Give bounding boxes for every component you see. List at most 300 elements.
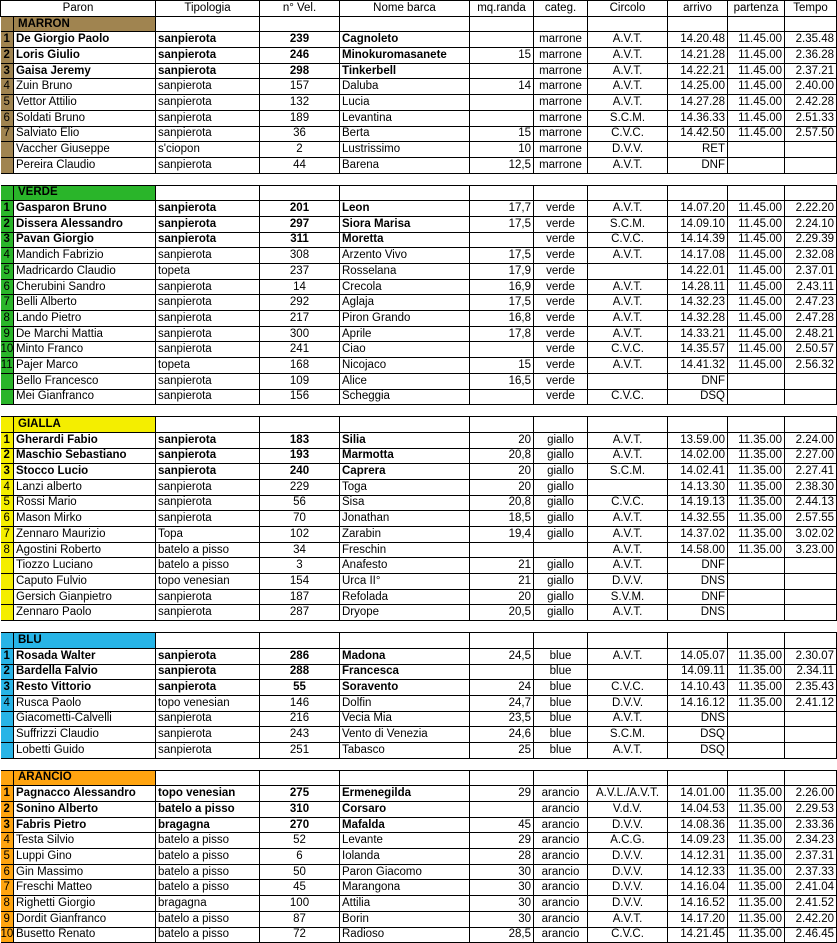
rank-cell: 1 — [1, 786, 14, 802]
paron-cell: Lanzi alberto — [14, 479, 156, 495]
arrivo-cell: 14.09.11 — [668, 664, 728, 680]
vel-cell: 146 — [260, 695, 340, 711]
barca-cell: Levantina — [340, 110, 470, 126]
group-spacer — [1, 758, 837, 770]
group-header-cell — [728, 16, 785, 32]
table-row — [1, 201, 837, 217]
categ-cell: blue — [534, 648, 588, 664]
table-row — [1, 479, 837, 495]
circolo-cell: D.V.V. — [588, 817, 668, 833]
partenza-cell: 11.45.00 — [728, 264, 785, 280]
barca-cell: Nicojaco — [340, 358, 470, 374]
tipologia-cell: sanpierota — [156, 110, 260, 126]
barca-cell: Leon — [340, 201, 470, 217]
categ-cell: verde — [534, 248, 588, 264]
barca-cell: Vento di Venezia — [340, 727, 470, 743]
arrivo-cell: 14.25.00 — [668, 79, 728, 95]
tempo-cell — [785, 727, 837, 743]
tempo-cell: 2.32.08 — [785, 248, 837, 264]
barca-cell: Zarabin — [340, 527, 470, 543]
barca-cell: Tabasco — [340, 742, 470, 758]
partenza-cell: 11.35.00 — [728, 680, 785, 696]
circolo-cell: S.C.M. — [588, 464, 668, 480]
circolo-cell: A.C.G. — [588, 833, 668, 849]
header-arrivo: arrivo — [668, 1, 728, 17]
tipologia-cell: Topa — [156, 527, 260, 543]
paron-cell: Rusca Paolo — [14, 695, 156, 711]
table-row — [1, 464, 837, 480]
categ-cell: verde — [534, 201, 588, 217]
partenza-cell — [728, 574, 785, 590]
tempo-cell: 2.57.50 — [785, 126, 837, 142]
tempo-cell: 2.24.00 — [785, 432, 837, 448]
categ-cell: verde — [534, 311, 588, 327]
partenza-cell: 11.35.00 — [728, 495, 785, 511]
table-row — [1, 648, 837, 664]
vel-cell: 311 — [260, 232, 340, 248]
table-row — [1, 373, 837, 389]
mq-cell: 29 — [470, 833, 534, 849]
tipologia-cell: sanpierota — [156, 711, 260, 727]
circolo-cell: A.V.T. — [588, 311, 668, 327]
paron-cell: Vaccher Giuseppe — [14, 142, 156, 158]
tempo-cell: 2.34.23 — [785, 833, 837, 849]
tempo-cell: 2.37.31 — [785, 849, 837, 865]
arrivo-cell: 14.12.33 — [668, 864, 728, 880]
table-row — [1, 495, 837, 511]
group-header-cell — [668, 633, 728, 649]
group-header-cell — [728, 185, 785, 201]
vel-cell: 56 — [260, 495, 340, 511]
table-row — [1, 558, 837, 574]
mq-cell: 20 — [470, 589, 534, 605]
vel-cell: 168 — [260, 358, 340, 374]
tempo-cell: 2.41.04 — [785, 880, 837, 896]
rank-cell: 10 — [1, 927, 14, 943]
tipologia-cell: bragagna — [156, 817, 260, 833]
tempo-cell: 2.35.43 — [785, 680, 837, 696]
barca-cell: Rosselana — [340, 264, 470, 280]
arrivo-cell: 14.21.28 — [668, 48, 728, 64]
mq-cell: 20,8 — [470, 448, 534, 464]
categ-cell: blue — [534, 711, 588, 727]
circolo-cell: A.V.T. — [588, 558, 668, 574]
group-header-cell — [785, 16, 837, 32]
barca-cell: Mafalda — [340, 817, 470, 833]
paron-cell: Caputo Fulvio — [14, 574, 156, 590]
header-cat: categ. — [534, 1, 588, 17]
tempo-cell: 2.40.00 — [785, 79, 837, 95]
categ-cell: giallo — [534, 511, 588, 527]
mq-cell: 18,5 — [470, 511, 534, 527]
paron-cell: Lando Pietro — [14, 311, 156, 327]
partenza-cell: 11.35.00 — [728, 849, 785, 865]
group-header-cell — [470, 16, 534, 32]
barca-cell: Tinkerbell — [340, 63, 470, 79]
tempo-cell: 2.26.00 — [785, 786, 837, 802]
tempo-cell: 2.37.33 — [785, 864, 837, 880]
group-header-cell — [534, 770, 588, 786]
rank-cell: 7 — [1, 880, 14, 896]
group-header-cell — [340, 185, 470, 201]
paron-cell: Tiozzo Luciano — [14, 558, 156, 574]
group-header-cell — [156, 417, 260, 433]
partenza-cell: 11.35.00 — [728, 786, 785, 802]
vel-cell: 109 — [260, 373, 340, 389]
paron-cell: Mei Gianfranco — [14, 389, 156, 405]
categ-cell: verde — [534, 358, 588, 374]
vel-cell: 229 — [260, 479, 340, 495]
paron-cell: Zuin Bruno — [14, 79, 156, 95]
partenza-cell: 11.35.00 — [728, 464, 785, 480]
vel-cell: 34 — [260, 542, 340, 558]
arrivo-cell: 14.58.00 — [668, 542, 728, 558]
table-row — [1, 589, 837, 605]
mq-cell: 24 — [470, 680, 534, 696]
vel-cell: 300 — [260, 326, 340, 342]
partenza-cell — [728, 558, 785, 574]
vel-cell: 241 — [260, 342, 340, 358]
rank-cell: 9 — [1, 911, 14, 927]
mq-cell: 16,5 — [470, 373, 534, 389]
tempo-cell: 2.42.20 — [785, 911, 837, 927]
rank-cell: 6 — [1, 279, 14, 295]
circolo-cell — [588, 664, 668, 680]
barca-cell: Lucia — [340, 95, 470, 111]
circolo-cell: C.V.C. — [588, 342, 668, 358]
tempo-cell: 2.43.11 — [785, 279, 837, 295]
barca-cell: Borin — [340, 911, 470, 927]
mq-cell: 30 — [470, 880, 534, 896]
table-row — [1, 527, 837, 543]
paron-cell: Dordit Gianfranco — [14, 911, 156, 927]
paron-cell: Loris Giulio — [14, 48, 156, 64]
group-color-stripe — [1, 770, 14, 786]
arrivo-cell: DNS — [668, 711, 728, 727]
categ-cell: giallo — [534, 432, 588, 448]
circolo-cell: A.V.T. — [588, 295, 668, 311]
vel-cell: 44 — [260, 157, 340, 173]
rank-cell — [1, 389, 14, 405]
categ-cell: marrone — [534, 32, 588, 48]
tempo-cell: 2.42.28 — [785, 95, 837, 111]
vel-cell: 36 — [260, 126, 340, 142]
arrivo-cell: 14.41.32 — [668, 358, 728, 374]
categ-cell: blue — [534, 695, 588, 711]
arrivo-cell: 14.09.10 — [668, 216, 728, 232]
table-row — [1, 79, 837, 95]
partenza-cell — [728, 389, 785, 405]
paron-cell: Belli Alberto — [14, 295, 156, 311]
barca-cell: Lustrissimo — [340, 142, 470, 158]
mq-cell: 19,4 — [470, 527, 534, 543]
paron-cell: Pagnacco Alessandro — [14, 786, 156, 802]
mq-cell: 17,5 — [470, 248, 534, 264]
circolo-cell: A.V.T. — [588, 157, 668, 173]
tempo-cell: 2.46.45 — [785, 927, 837, 943]
header-partenza: partenza — [728, 1, 785, 17]
paron-cell: Zennaro Maurizio — [14, 527, 156, 543]
partenza-cell: 11.45.00 — [728, 79, 785, 95]
rank-cell: 3 — [1, 63, 14, 79]
group-header — [1, 185, 837, 201]
tempo-cell — [785, 157, 837, 173]
tipologia-cell: batelo a pisso — [156, 849, 260, 865]
partenza-cell: 11.35.00 — [728, 817, 785, 833]
paron-cell: Testa Silvio — [14, 833, 156, 849]
paron-cell: Vettor Attilio — [14, 95, 156, 111]
mq-cell: 20 — [470, 432, 534, 448]
barca-cell: Minokuromasanete — [340, 48, 470, 64]
tipologia-cell: batelo a pisso — [156, 833, 260, 849]
mq-cell: 30 — [470, 864, 534, 880]
rank-cell: 8 — [1, 542, 14, 558]
vel-cell: 243 — [260, 727, 340, 743]
circolo-cell: A.V.T. — [588, 358, 668, 374]
paron-cell: Luppi Gino — [14, 849, 156, 865]
arrivo-cell: 14.08.36 — [668, 817, 728, 833]
tipologia-cell: sanpierota — [156, 680, 260, 696]
group-header-cell — [728, 770, 785, 786]
circolo-cell: A.V.T. — [588, 432, 668, 448]
categ-cell: marrone — [534, 126, 588, 142]
partenza-cell: 11.35.00 — [728, 542, 785, 558]
categ-cell: marrone — [534, 48, 588, 64]
categ-cell: marrone — [534, 79, 588, 95]
vel-cell: 102 — [260, 527, 340, 543]
circolo-cell: C.V.C. — [588, 927, 668, 943]
categ-cell: arancio — [534, 927, 588, 943]
rank-cell — [1, 157, 14, 173]
table-row — [1, 448, 837, 464]
partenza-cell: 11.45.00 — [728, 63, 785, 79]
mq-cell: 17,9 — [470, 264, 534, 280]
paron-cell: Busetto Renato — [14, 927, 156, 943]
group-header — [1, 633, 837, 649]
tempo-cell — [785, 558, 837, 574]
tempo-cell: 2.27.00 — [785, 448, 837, 464]
vel-cell: 193 — [260, 448, 340, 464]
mq-cell — [470, 389, 534, 405]
paron-cell: Mason Mirko — [14, 511, 156, 527]
tipologia-cell: topo venesian — [156, 786, 260, 802]
paron-cell: Sonino Alberto — [14, 802, 156, 818]
vel-cell: 298 — [260, 63, 340, 79]
arrivo-cell: 14.36.33 — [668, 110, 728, 126]
arrivo-cell: 14.12.31 — [668, 849, 728, 865]
circolo-cell: S.C.M. — [588, 216, 668, 232]
table-row — [1, 110, 837, 126]
circolo-cell: D.V.V. — [588, 849, 668, 865]
partenza-cell: 11.45.00 — [728, 248, 785, 264]
barca-cell: Paron Giacomo — [340, 864, 470, 880]
circolo-cell — [588, 264, 668, 280]
header-paron: Paron — [1, 1, 156, 17]
partenza-cell: 11.45.00 — [728, 232, 785, 248]
mq-cell — [470, 342, 534, 358]
group-header-cell — [588, 770, 668, 786]
categ-cell: giallo — [534, 479, 588, 495]
group-spacer — [1, 621, 837, 633]
mq-cell: 12,5 — [470, 157, 534, 173]
barca-cell: Siora Marisa — [340, 216, 470, 232]
tipologia-cell: s'ciopon — [156, 142, 260, 158]
rank-cell — [1, 711, 14, 727]
header-mq: mq.randa — [470, 1, 534, 17]
arrivo-cell: 14.17.20 — [668, 911, 728, 927]
mq-cell: 17,5 — [470, 295, 534, 311]
circolo-cell: A.V.L./A.V.T. — [588, 786, 668, 802]
mq-cell: 20,5 — [470, 605, 534, 621]
rank-cell: 3 — [1, 680, 14, 696]
circolo-cell: A.V.T. — [588, 742, 668, 758]
rank-cell: 10 — [1, 342, 14, 358]
mq-cell: 24,6 — [470, 727, 534, 743]
rank-cell: 3 — [1, 817, 14, 833]
rank-cell: 8 — [1, 896, 14, 912]
tempo-cell: 3.23.00 — [785, 542, 837, 558]
arrivo-cell: 14.09.23 — [668, 833, 728, 849]
barca-cell: Silia — [340, 432, 470, 448]
group-name: ARANCIO — [14, 770, 156, 786]
tempo-cell: 2.50.57 — [785, 342, 837, 358]
circolo-cell: A.V.T. — [588, 326, 668, 342]
paron-cell: Mandich Fabrizio — [14, 248, 156, 264]
tipologia-cell: sanpierota — [156, 79, 260, 95]
tipologia-cell: batelo a pisso — [156, 927, 260, 943]
table-row — [1, 216, 837, 232]
vel-cell: 308 — [260, 248, 340, 264]
group-header — [1, 417, 837, 433]
vel-cell: 132 — [260, 95, 340, 111]
paron-cell: Gherardi Fabio — [14, 432, 156, 448]
arrivo-cell: 14.21.45 — [668, 927, 728, 943]
partenza-cell: 11.45.00 — [728, 311, 785, 327]
tempo-cell: 2.36.28 — [785, 48, 837, 64]
arrivo-cell: 14.07.20 — [668, 201, 728, 217]
circolo-cell: A.V.T. — [588, 542, 668, 558]
group-header-cell — [534, 16, 588, 32]
mq-cell — [470, 95, 534, 111]
group-header-cell — [470, 417, 534, 433]
tempo-cell — [785, 605, 837, 621]
arrivo-cell: DNF — [668, 373, 728, 389]
table-row — [1, 232, 837, 248]
rank-cell: 7 — [1, 527, 14, 543]
tipologia-cell: sanpierota — [156, 311, 260, 327]
tipologia-cell: batelo a pisso — [156, 558, 260, 574]
vel-cell: 270 — [260, 817, 340, 833]
circolo-cell: C.V.C. — [588, 495, 668, 511]
tempo-cell: 2.47.28 — [785, 311, 837, 327]
rank-cell: 6 — [1, 864, 14, 880]
arrivo-cell: 14.19.13 — [668, 495, 728, 511]
partenza-cell: 11.35.00 — [728, 664, 785, 680]
categ-cell: arancio — [534, 880, 588, 896]
mq-cell: 20 — [470, 464, 534, 480]
tempo-cell: 2.51.33 — [785, 110, 837, 126]
mq-cell — [470, 802, 534, 818]
mq-cell — [470, 32, 534, 48]
arrivo-cell: 14.42.50 — [668, 126, 728, 142]
barca-cell: Refolada — [340, 589, 470, 605]
paron-cell: Freschi Matteo — [14, 880, 156, 896]
barca-cell: Urca II° — [340, 574, 470, 590]
circolo-cell: V.d.V. — [588, 802, 668, 818]
table-row — [1, 389, 837, 405]
group-header-cell — [340, 16, 470, 32]
categ-cell: blue — [534, 664, 588, 680]
categ-cell: marrone — [534, 95, 588, 111]
paron-cell: Suffrizzi Claudio — [14, 727, 156, 743]
tempo-cell — [785, 373, 837, 389]
vel-cell: 52 — [260, 833, 340, 849]
group-header-cell — [588, 417, 668, 433]
barca-cell: Anafesto — [340, 558, 470, 574]
partenza-cell: 11.45.00 — [728, 48, 785, 64]
arrivo-cell: DNF — [668, 157, 728, 173]
paron-cell: Gasparon Bruno — [14, 201, 156, 217]
partenza-cell: 11.45.00 — [728, 326, 785, 342]
tipologia-cell: sanpierota — [156, 157, 260, 173]
categ-cell: marrone — [534, 110, 588, 126]
vel-cell: 72 — [260, 927, 340, 943]
circolo-cell: A.V.T. — [588, 95, 668, 111]
paron-cell: Dissera Alessandro — [14, 216, 156, 232]
categ-cell: verde — [534, 295, 588, 311]
arrivo-cell: 14.04.53 — [668, 802, 728, 818]
mq-cell: 20,8 — [470, 495, 534, 511]
group-header-cell — [588, 16, 668, 32]
tipologia-cell: sanpierota — [156, 373, 260, 389]
tempo-cell: 2.22.20 — [785, 201, 837, 217]
tempo-cell: 2.41.12 — [785, 695, 837, 711]
group-header-cell — [340, 633, 470, 649]
categ-cell: arancio — [534, 911, 588, 927]
arrivo-cell: 14.02.41 — [668, 464, 728, 480]
categ-cell: giallo — [534, 605, 588, 621]
vel-cell: 55 — [260, 680, 340, 696]
circolo-cell: D.V.V. — [588, 574, 668, 590]
barca-cell: Freschin — [340, 542, 470, 558]
rank-cell: 4 — [1, 248, 14, 264]
paron-cell: Salviato Elio — [14, 126, 156, 142]
tempo-cell: 2.24.10 — [785, 216, 837, 232]
barca-cell: Ciao — [340, 342, 470, 358]
group-header-cell — [785, 770, 837, 786]
partenza-cell: 11.45.00 — [728, 279, 785, 295]
circolo-cell: D.V.V. — [588, 880, 668, 896]
mq-cell: 45 — [470, 817, 534, 833]
barca-cell: Dryope — [340, 605, 470, 621]
paron-cell: De Giorgio Paolo — [14, 32, 156, 48]
categ-cell: giallo — [534, 574, 588, 590]
tipologia-cell: batelo a pisso — [156, 864, 260, 880]
rank-cell: 5 — [1, 495, 14, 511]
tipologia-cell: topeta — [156, 264, 260, 280]
categ-cell: marrone — [534, 63, 588, 79]
tempo-cell: 2.29.39 — [785, 232, 837, 248]
tipologia-cell: sanpierota — [156, 479, 260, 495]
vel-cell: 156 — [260, 389, 340, 405]
categ-cell: marrone — [534, 142, 588, 158]
mq-cell: 28 — [470, 849, 534, 865]
barca-cell: Moretta — [340, 232, 470, 248]
mq-cell: 17,7 — [470, 201, 534, 217]
rank-cell: 6 — [1, 511, 14, 527]
mq-cell — [470, 664, 534, 680]
tipologia-cell: sanpierota — [156, 648, 260, 664]
